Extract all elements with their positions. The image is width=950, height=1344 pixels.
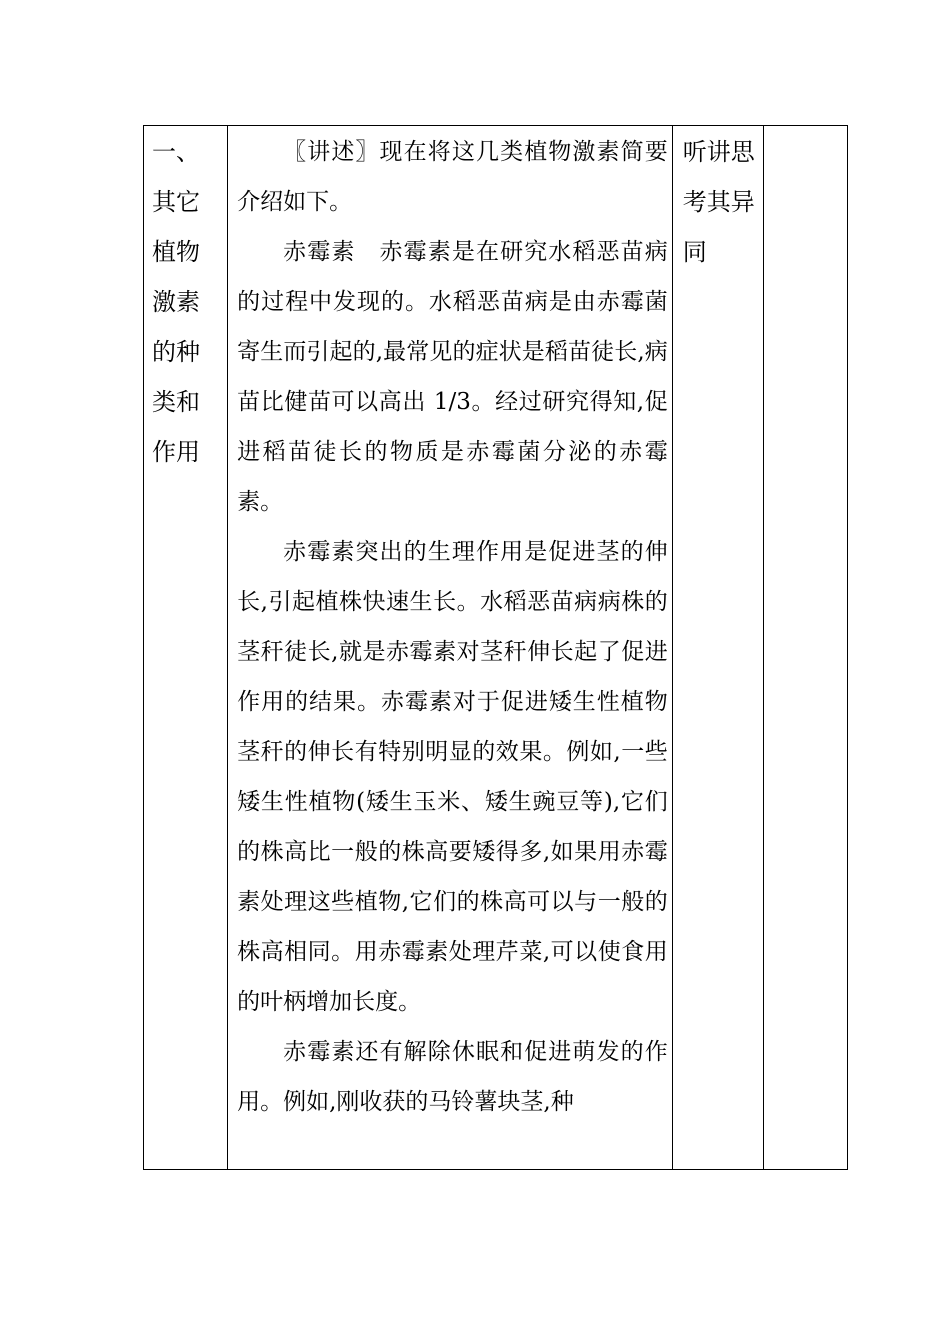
- content-paragraph-gibberellin-discovery: 赤霉素 赤霉素是在研究水稻恶苗病的过程中发现的。水稻恶苗病是由赤霉菌寄生而引起的,最常见的症状是稻苗徒长,病苗比健苗可以高出 1/3。经过研究得知,促进稻苗徒长的物质是赤霉菌分泌的赤霉素。: [237, 239, 668, 515]
- content-paragraph-gibberellin-dormancy: 赤霉素还有解除休眠和促进萌发的作用。例如,刚收获的马铃薯块茎,种: [237, 1039, 668, 1115]
- notes-cell: [763, 126, 847, 1170]
- content-body: [228, 126, 672, 1127]
- table-row: [144, 126, 848, 1170]
- student-activity: 听讲思考其异同: [682, 138, 755, 266]
- lesson-plan-table: [143, 125, 848, 1170]
- content-paragraph-intro: 〖讲述〗现在将这几类植物激素简要介绍如下。: [237, 139, 668, 215]
- topic-heading: 一、其它植物激素的种类和作用: [152, 138, 200, 466]
- content-cell: [228, 126, 673, 1170]
- activity-cell: [672, 126, 763, 1170]
- topic-cell: [144, 126, 228, 1170]
- content-paragraph-gibberellin-function: 赤霉素突出的生理作用是促进茎的伸长,引起植株快速生长。水稻恶苗病病株的茎秆徒长,就是赤霉素对茎秆伸长起了促进作用的结果。赤霉素对于促进矮生性植物茎秆的伸长有特别明显的效果。例如,一些矮生性植物(矮生玉米、矮生豌豆等),它们的株高比一般的株高要矮得多,如果用赤霉素处理这些植物,它们的株高可以与一般的株高相同。用赤霉素处理芹菜,可以使食用的叶柄增加长度。: [237, 539, 668, 1015]
